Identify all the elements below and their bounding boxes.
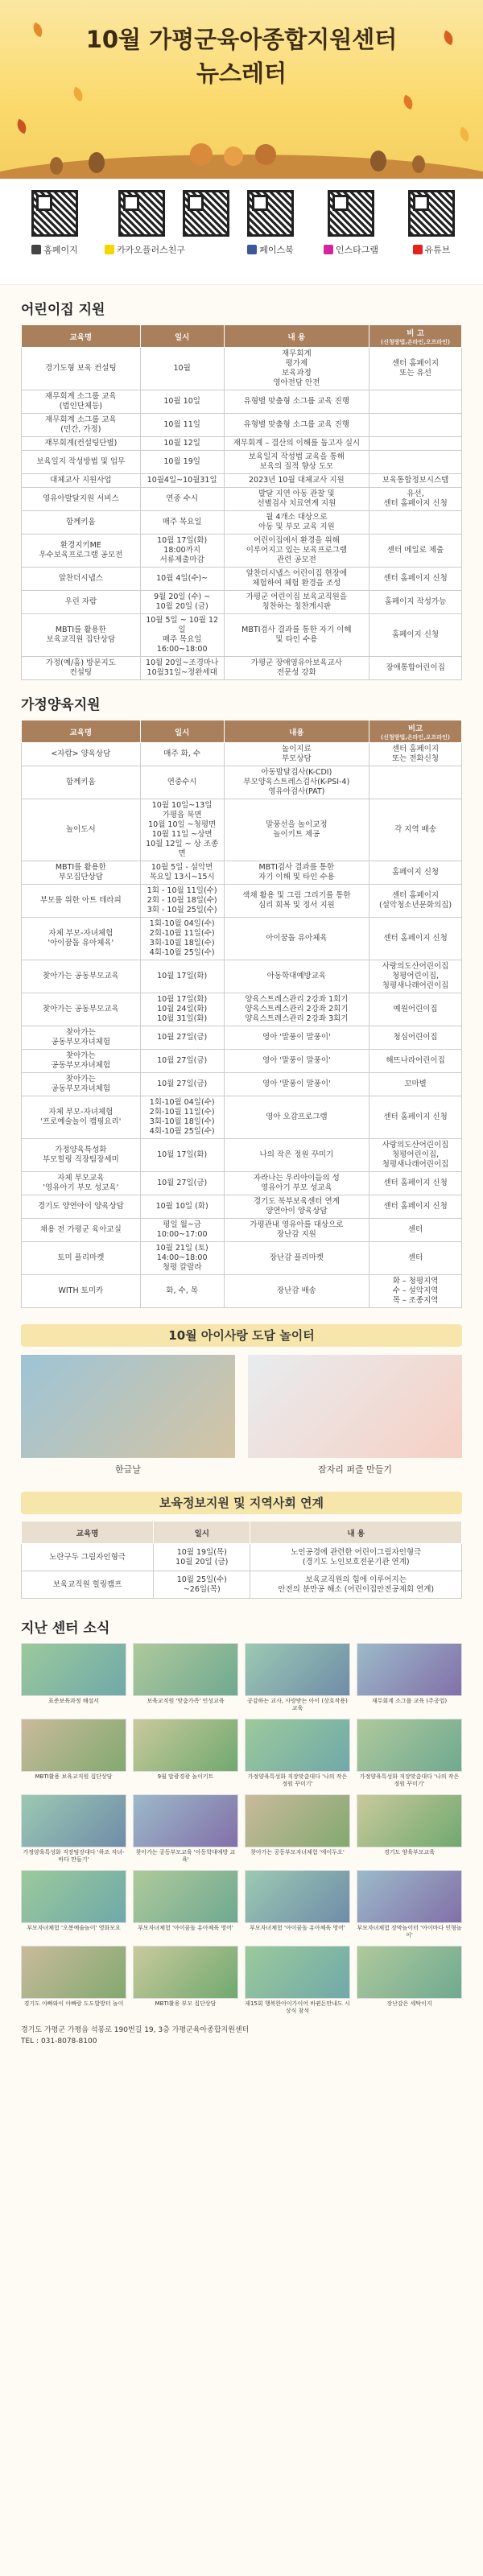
news-item <box>21 1870 126 1939</box>
table-cell <box>369 414 462 437</box>
table-cell: 센터 홈페이지 신청 <box>369 568 462 591</box>
table-cell: 홈페이지 신청 <box>369 861 462 885</box>
table-header-row <box>22 720 462 743</box>
qr-code-icon <box>183 190 229 237</box>
table-cell: 10월 10일 <box>140 390 224 414</box>
news-item <box>21 1643 126 1712</box>
table-cell: 나의 작은 정원 꾸미기 <box>224 1139 369 1172</box>
youtube-icon <box>413 245 423 254</box>
photo-caption: 한글날 <box>115 1464 141 1475</box>
table-cell: 센터 <box>369 1219 462 1242</box>
table-cell: 찾아가는 공동부모자녀체험 <box>22 1050 141 1073</box>
news-caption: MBTI활용 부모 집단상담 <box>155 2000 217 2007</box>
table-cell: 1회-10월 04일(수) 2회-10월 11일(수) 3회-10월 18일(수) 4회-10월 25일(수) <box>140 1096 224 1139</box>
playroom-photo <box>21 1355 235 1458</box>
table-cell: 대체교사 지원사업 <box>22 474 141 488</box>
table-cell: 화 – 청평지역 수 – 설악지역 목 – 조종지역 <box>369 1275 462 1308</box>
table-row <box>22 535 462 568</box>
community-banner: 보육정보지원 및 지역사회 연계 <box>21 1492 462 1514</box>
table-cell: 찾아가는 공동부모자녀체험 <box>22 1073 141 1096</box>
table-row <box>22 993 462 1026</box>
news-photo <box>21 1794 126 1847</box>
community-section <box>21 1492 462 1599</box>
header-cell: 일시 <box>140 325 224 348</box>
table-row <box>22 1275 462 1308</box>
table-cell: 10월 10일 (화) <box>140 1195 224 1219</box>
news-item <box>21 1719 126 1788</box>
table-row <box>22 1172 462 1195</box>
table-cell: 재무회계 소그룹 교육 (민간, 가정) <box>22 414 141 437</box>
table-row <box>22 766 462 799</box>
table-cell: 경기도형 보육 컨설팅 <box>22 348 141 390</box>
news-caption: 표준보육과정 해설서 <box>47 1698 100 1704</box>
table-cell: 장난감 플리마켓 <box>224 1242 369 1275</box>
playroom-photo-item <box>248 1355 462 1476</box>
table-row <box>22 488 462 511</box>
footer-address: 경기도 가평군 가평읍 석봉로 190번길 19, 3층 가평군육아종합지원센터 <box>21 2026 250 2034</box>
news-item <box>357 1643 462 1712</box>
news-caption: 부모자녀체험 '아이꿈돌 유아체육 영어' <box>250 1925 345 1931</box>
table-cell: 10월 27일(금) <box>140 1073 224 1096</box>
news-caption: 가정양육특성화 직장맞춤대다 '나의 작은 정원 꾸미기' <box>359 1773 460 1787</box>
home-icon <box>31 245 41 254</box>
header-cell: 내용 <box>224 720 369 743</box>
news-grid <box>21 1643 462 2015</box>
header-cell: 일시 <box>154 1521 250 1544</box>
table-row <box>22 1195 462 1219</box>
table-cell: 센터 홈페이지 (설악청소년문화의집) <box>369 885 462 918</box>
photo-caption: 잠자리 퍼즐 만들기 <box>317 1464 392 1475</box>
table-cell: 아이꿈돌 유아체육 <box>224 918 369 960</box>
table-cell: 채용 전 가평군 육아교실 <box>22 1219 141 1242</box>
table-cell: 예원어린이집 <box>369 993 462 1026</box>
news-photo <box>21 1870 126 1923</box>
news-caption: 가정양육특성화 직장맞춤대다 '나의 작은 정원 꾸미기' <box>247 1773 348 1787</box>
news-caption: 경기도 아빠와이 아빠랑 도도발방터 놀이 <box>23 2000 124 2007</box>
table-row <box>22 451 462 474</box>
table-cell: 찾아가는 공동부모교육 <box>22 960 141 993</box>
table-cell: MBTI를 활용한 부모집단상담 <box>22 861 141 885</box>
table-cell: 색채 활용 및 그림 그리기를 통한 심리 회복 및 정서 지원 <box>224 885 369 918</box>
table-cell: 2023년 10월 대체교사 지원 <box>224 474 369 488</box>
table-row <box>22 1050 462 1073</box>
qr-facebook-top[interactable] <box>169 190 243 237</box>
table-cell: 매주 화, 수 <box>140 743 224 766</box>
news-item <box>245 1643 350 1712</box>
table-row <box>22 918 462 960</box>
table-cell: 월 4개소 대상으로 아동 및 부모 교육 지원 <box>224 511 369 535</box>
table-cell: 놀이지료 부모상담 <box>224 743 369 766</box>
table-cell: 1회 - 10월 11일(수) 2회 - 10월 18일(수) 3회 - 10월 25일(수) <box>140 885 224 918</box>
table-row <box>22 1571 462 1599</box>
table-cell: 장난감 배송 <box>224 1275 369 1308</box>
table-cell: 10월 17일(화) 10월 24일(화) 10월 31일(화) <box>140 993 224 1026</box>
qr-code-icon <box>328 190 374 237</box>
table-cell: 10월 5일 - 설악면 목요일 13시~15시 <box>140 861 224 885</box>
table-cell: <자람> 양육상담 <box>22 743 141 766</box>
news-item <box>133 1946 238 2015</box>
news-caption: 부모자녀체험 '아이꿈돌 유아체육 영어' <box>138 1925 233 1931</box>
news-caption: 부모자녀체험 '오봉예술놀이' 영화모요 <box>27 1925 121 1931</box>
news-caption: 부모자녀체험 장막놀이터 '아이마다 인형놀이' <box>357 1925 462 1938</box>
table-row <box>22 1026 462 1050</box>
table-cell: 연중수시 <box>140 766 224 799</box>
news-photo <box>21 1719 126 1772</box>
news-photo <box>245 1946 350 1999</box>
table-cell: 놀이도서 <box>22 799 141 861</box>
table-cell: 경기도 북부보육센터 연계 양연아이 양육상담 <box>224 1195 369 1219</box>
table-cell: 보육일지 작성법 교육을 통해 보육의 질적 향상 도모 <box>224 451 369 474</box>
table-cell: 10월 10일~13일 가평읍 북면 10월 10일 ~청평면 10월 11일 ~상면 10월 12일 ~ 상 조종면 <box>140 799 224 861</box>
table-row <box>22 1242 462 1275</box>
table-cell: 우린 자람 <box>22 591 141 614</box>
table-cell: 10월 27일(금) <box>140 1172 224 1195</box>
table-cell: 가정(예/홈) 방문지도 컨설팅 <box>22 657 141 680</box>
table-cell: 보육교직원 힐링캠프 <box>22 1571 154 1599</box>
table-cell: 재무회계 평가제 보육과정 영아전담 안전 <box>224 348 369 390</box>
table-cell: 자체 부모교육 '영유아기 부모 성교육' <box>22 1172 141 1195</box>
news-caption: MBTI활용 보육교직원 집단상담 <box>35 1773 113 1780</box>
news-photo <box>357 1946 462 1999</box>
table-cell: 보육교직원의 힘에 이루어지는 안전의 분만공 해소 (어린이집안전공제회 연계) <box>250 1571 462 1599</box>
table-cell: 10월 17일(화) <box>140 1139 224 1172</box>
news-photo <box>245 1719 350 1772</box>
table-cell: 알찬더시냅스 <box>22 568 141 591</box>
family-table <box>21 720 462 1308</box>
table-cell: 아동발달검사(K-CDI) 부모양육스트레스검사(K-PSI-4) 영유아검사(PAT) <box>224 766 369 799</box>
news-photo <box>133 1643 238 1696</box>
table-row <box>22 474 462 488</box>
table-row <box>22 657 462 680</box>
table-cell: 10월 27일(금) <box>140 1050 224 1073</box>
table-cell: 유선, 센터 홈페이지 신청 <box>369 488 462 511</box>
table-row <box>22 591 462 614</box>
table-cell: 꼬마별 <box>369 1073 462 1096</box>
section-title: 지난 센터 소식 <box>21 1620 110 1637</box>
table-cell: 1회-10월 04일(수) 2회-10월 11일(수) 3회-10월 18일(수) 4회-10월 25일(수) <box>140 918 224 960</box>
table-cell: 토미 플리마켓 <box>22 1242 141 1275</box>
table-cell: 영유아발달지원 서비스 <box>22 488 141 511</box>
table-cell: 센터 홈페이지 신청 <box>369 1172 462 1195</box>
news-item <box>21 1946 126 2015</box>
instagram-icon <box>324 245 333 254</box>
table-row <box>22 885 462 918</box>
facebook-icon <box>247 245 257 254</box>
table-cell: MBTI검사 결과를 통한 자기 이해 및 타인 수용 <box>224 861 369 885</box>
table-row <box>22 1139 462 1172</box>
table-cell <box>369 511 462 535</box>
table-cell: 영아 오감프로그램 <box>224 1096 369 1139</box>
qr-code-icon <box>31 190 78 237</box>
table-cell: 자체 부모-자녀체험 '아이꿈돌 유아체육' <box>22 918 141 960</box>
table-cell: 10월 19일 <box>140 451 224 474</box>
news-section <box>21 1616 462 2015</box>
table-cell: 노인공경에 관련한 어린이그림자인형극 (경기도 노인보호전문기관 연계) <box>250 1544 462 1571</box>
news-photo <box>133 1794 238 1847</box>
news-caption: 찾아가는 공동부모자녀체험 '에이두오' <box>250 1849 345 1856</box>
table-cell: 연중 수시 <box>140 488 224 511</box>
title-line2: 뉴스레터 <box>196 60 287 87</box>
footer <box>21 2025 462 2047</box>
news-caption: 가정양육특성화 직장팀장대다 '하조 자녀-바다 만들기' <box>23 1849 125 1863</box>
table-cell: 아동학대예방교육 <box>224 960 369 993</box>
table-cell: 재무회계 소그룹 교육 (법인단체등) <box>22 390 141 414</box>
table-row <box>22 1073 462 1096</box>
header-cell: 비고 (신청방법,온라인,오프라인) <box>369 720 462 743</box>
table-cell: MBTI를 활용한 보육교직원 집단상담 <box>22 614 141 657</box>
table-cell: 센터 <box>369 1242 462 1275</box>
qr-code-icon <box>118 190 165 237</box>
table-cell: 경기도 양연아이 양육상담 <box>22 1195 141 1219</box>
table-row <box>22 743 462 766</box>
news-item <box>357 1719 462 1788</box>
table-cell: 재무회계(컨설팅단별) <box>22 437 141 451</box>
table-cell: 10월 27일(금) <box>140 1026 224 1050</box>
table-cell <box>369 390 462 414</box>
news-photo <box>21 1643 126 1696</box>
table-row <box>22 1544 462 1571</box>
daycare-support-section <box>21 298 462 680</box>
daycare-table <box>21 324 462 680</box>
news-photo <box>245 1794 350 1847</box>
table-cell: 사랑의도산어린이집 청평어린이집, 청평새나래어린이집 <box>369 1139 462 1172</box>
table-cell: 10월 21일 (토) 14:00~18:00 청평 칼랄라 <box>140 1242 224 1275</box>
table-cell: 유형별 맞춤형 소그룹 교육 진행 <box>224 414 369 437</box>
header-cell: 내 용 <box>250 1521 462 1544</box>
news-caption: 공감하는 교사, 사랑받는 아이 (상호작용) 교육 <box>247 1698 348 1711</box>
table-cell: 10월 11일 <box>140 414 224 437</box>
qr-facebook[interactable]: 페이스북 <box>233 190 308 256</box>
qr-youtube[interactable]: 유튜브 <box>394 190 469 256</box>
news-photo <box>357 1719 462 1772</box>
table-cell: 찾아가는 공동부모자녀체험 <box>22 1026 141 1050</box>
news-item <box>357 1794 462 1864</box>
footer-tel: TEL : 031-8078-8100 <box>21 2037 97 2046</box>
news-caption: 경기도 양육부모교육 <box>383 1849 436 1856</box>
table-cell: 센터 홈페이지 또는 유선 <box>369 348 462 390</box>
news-caption: 장난감은 세탁이지 <box>386 2000 432 2007</box>
news-caption: 9월 말광경광 놀이키트 <box>157 1773 214 1780</box>
header-cell: 교육명 <box>22 325 141 348</box>
news-caption: 재무회계 소그룹 교육 (주공업) <box>371 1698 448 1704</box>
news-item <box>133 1794 238 1864</box>
qr-code-icon <box>247 190 294 237</box>
table-row <box>22 511 462 535</box>
table-row <box>22 1219 462 1242</box>
table-cell: 어린이집에서 환경을 위해 이루어지고 있는 보육프로그램 관련 공모전 <box>224 535 369 568</box>
news-photo <box>357 1870 462 1923</box>
table-row <box>22 614 462 657</box>
table-cell: 영아 '말풍이 말풍이' <box>224 1026 369 1050</box>
news-photo <box>133 1946 238 1999</box>
table-cell: 함께키움 <box>22 766 141 799</box>
news-item <box>245 1946 350 2015</box>
section-title: 가정양육지원 <box>21 697 101 713</box>
table-cell: 센터 메일로 제출 <box>369 535 462 568</box>
news-item <box>357 1870 462 1939</box>
family-support-section <box>21 693 462 1308</box>
table-cell: 알찬더시냅스 어린이집 현장에 체험하여 체험 환경을 조성 <box>224 568 369 591</box>
table-cell: 평일 월~금 10:00~17:00 <box>140 1219 224 1242</box>
newsletter-title <box>0 23 483 90</box>
table-cell: 가정양육특성화 부모힐링 직장팀장세미 <box>22 1139 141 1172</box>
table-cell: 가평군 어린이집 보육교직원을 칭찬하는 칭찬게시판 <box>224 591 369 614</box>
header-cell: 내 용 <box>224 325 369 348</box>
table-cell: 매주 목요일 <box>140 511 224 535</box>
table-cell: 10월 19일(목) 10월 20일 (금) <box>154 1544 250 1571</box>
table-row <box>22 348 462 390</box>
table-cell: 10월 5일 ~ 10월 12일 매주 목요일 16:00~18:00 <box>140 614 224 657</box>
playroom-photo-item <box>21 1355 235 1476</box>
table-header-row <box>22 1521 462 1544</box>
table-header-row <box>22 325 462 348</box>
table-row <box>22 414 462 437</box>
table-row <box>22 799 462 861</box>
table-cell: 가평군 장애영유아보육교사 전문성 강화 <box>224 657 369 680</box>
table-cell: 홈페이지 신청 <box>369 614 462 657</box>
news-photo <box>357 1794 462 1847</box>
hero-banner <box>0 0 483 179</box>
news-photo <box>245 1643 350 1696</box>
table-row <box>22 960 462 993</box>
news-item <box>133 1719 238 1788</box>
table-cell: 센터 홈페이지 신청 <box>369 918 462 960</box>
table-cell: 사랑의도산어린이집 청평어린이집, 청평새나래어린이집 <box>369 960 462 993</box>
qr-instagram[interactable]: 인스타그램 <box>314 190 388 256</box>
table-cell: 청심어린이집 <box>369 1026 462 1050</box>
table-cell: 영아 '말풍이 말풍이' <box>224 1050 369 1073</box>
playroom-banner: 10월 아이사랑 도담 놀이터 <box>21 1324 462 1347</box>
news-photo <box>133 1870 238 1923</box>
table-cell: 환경지키ME 우수보육프로그램 공모전 <box>22 535 141 568</box>
table-row <box>22 861 462 885</box>
news-photo <box>245 1870 350 1923</box>
table-cell: 가평관내 영유아를 대상으로 장난감 지원 <box>224 1219 369 1242</box>
table-cell: 10월 25일(수) ~26일(목) <box>154 1571 250 1599</box>
table-cell: MBTI검사 결과를 통한 자기 이해 및 타인 수용 <box>224 614 369 657</box>
news-item <box>133 1870 238 1939</box>
kakao-icon <box>105 245 114 254</box>
table-cell: 노란구두 그림자인형극 <box>22 1544 154 1571</box>
table-cell: 10월4일~10월31일 <box>140 474 224 488</box>
news-photo <box>357 1643 462 1696</box>
header-cell: 비 고 (신청방법,온라인,오프라인) <box>369 325 462 348</box>
playroom-section <box>21 1324 462 1476</box>
table-cell: 말풍선을 놀이교정 놀이키트 제공 <box>224 799 369 861</box>
header-cell: 교육명 <box>22 1521 154 1544</box>
social-qr-strip <box>0 179 483 285</box>
news-item <box>245 1870 350 1939</box>
table-cell: 함께키움 <box>22 511 141 535</box>
news-photo <box>133 1719 238 1772</box>
table-cell: 10월 4일(수)~ <box>140 568 224 591</box>
table-row <box>22 390 462 414</box>
table-cell: 10월 17일(화) <box>140 960 224 993</box>
table-cell: 10월 <box>140 348 224 390</box>
qr-homepage[interactable]: 홈페이지 <box>18 190 92 256</box>
table-cell <box>369 766 462 799</box>
table-cell: 찾아가는 공동부모교육 <box>22 993 141 1026</box>
news-caption: 찾아가는 공동부모교육 '아동학대예방 교육' <box>135 1849 236 1863</box>
table-cell: 센터 홈페이지 신청 <box>369 1195 462 1219</box>
news-item <box>245 1794 350 1864</box>
table-cell: 재무회계 – 결산의 이해를 돕고자 실시 <box>224 437 369 451</box>
table-cell: 화, 수, 목 <box>140 1275 224 1308</box>
table-row <box>22 437 462 451</box>
table-row <box>22 1096 462 1139</box>
table-cell: 센터 홈페이지 또는 전화신청 <box>369 743 462 766</box>
table-cell: 자체 부모-자녀체험 '프로예술놀이 캠핑요리' <box>22 1096 141 1139</box>
table-cell: 보육통합정보시스템 <box>369 474 462 488</box>
table-cell: 영아 '말풍이 말풍이' <box>224 1073 369 1096</box>
news-photo <box>21 1946 126 1999</box>
header-cell: 일시 <box>140 720 224 743</box>
table-cell: 9월 20일 (수) ~ 10월 20일 (금) <box>140 591 224 614</box>
table-cell: 양육스트레스관리 2강좌 1회기 양육스트레스관리 2강좌 2회기 양육스트레스관리 2강좌 3회기 <box>224 993 369 1026</box>
qr-kakao[interactable]: 카카오플러스친구 <box>105 190 179 256</box>
autumn-illustration <box>0 130 483 179</box>
table-cell: 10월 17일(화) 18:00까지 서류제출마감 <box>140 535 224 568</box>
news-item <box>357 1946 462 2015</box>
table-cell: 자라나는 우리아이들의 성 영유아기 부모 성교육 <box>224 1172 369 1195</box>
section-title: 어린이집 지원 <box>21 302 105 318</box>
news-item <box>133 1643 238 1712</box>
community-table <box>21 1521 462 1599</box>
news-item <box>21 1794 126 1864</box>
table-cell <box>369 437 462 451</box>
table-cell: 발달 지연 아동 관찰 및 선별검사 치료연계 지원 <box>224 488 369 511</box>
title-line1: 10월 가평군육아종합지원센터 <box>85 26 398 53</box>
header-cell: 교육명 <box>22 720 141 743</box>
table-cell: 유형별 맞춤형 소그룹 교육 진행 <box>224 390 369 414</box>
qr-code-icon <box>408 190 455 237</box>
news-caption: 보육교직원 '맞춤가족' 인성교육 <box>147 1698 225 1704</box>
table-cell: 해뜨나라어린이집 <box>369 1050 462 1073</box>
table-cell <box>369 451 462 474</box>
table-cell: 10월 12일 <box>140 437 224 451</box>
table-cell: 홈페이지 작성가능 <box>369 591 462 614</box>
news-caption: 제15회 행복한아이가이어 바뀐돈만내도 시상식 참석 <box>245 2000 350 2014</box>
table-row <box>22 568 462 591</box>
table-cell: 부모를 위한 아트 테라피 <box>22 885 141 918</box>
table-cell: 각 지역 배송 <box>369 799 462 861</box>
playroom-photo <box>248 1355 462 1458</box>
table-cell: 10월 20일~조경마나 10월31일~정완세대 <box>140 657 224 680</box>
table-cell: 장애통합어린이집 <box>369 657 462 680</box>
news-item <box>245 1719 350 1788</box>
table-cell: 보육일지 작성방법 및 업무 <box>22 451 141 474</box>
table-cell: 센터 홈페이지 신청 <box>369 1096 462 1139</box>
table-cell: WITH 토미카 <box>22 1275 141 1308</box>
